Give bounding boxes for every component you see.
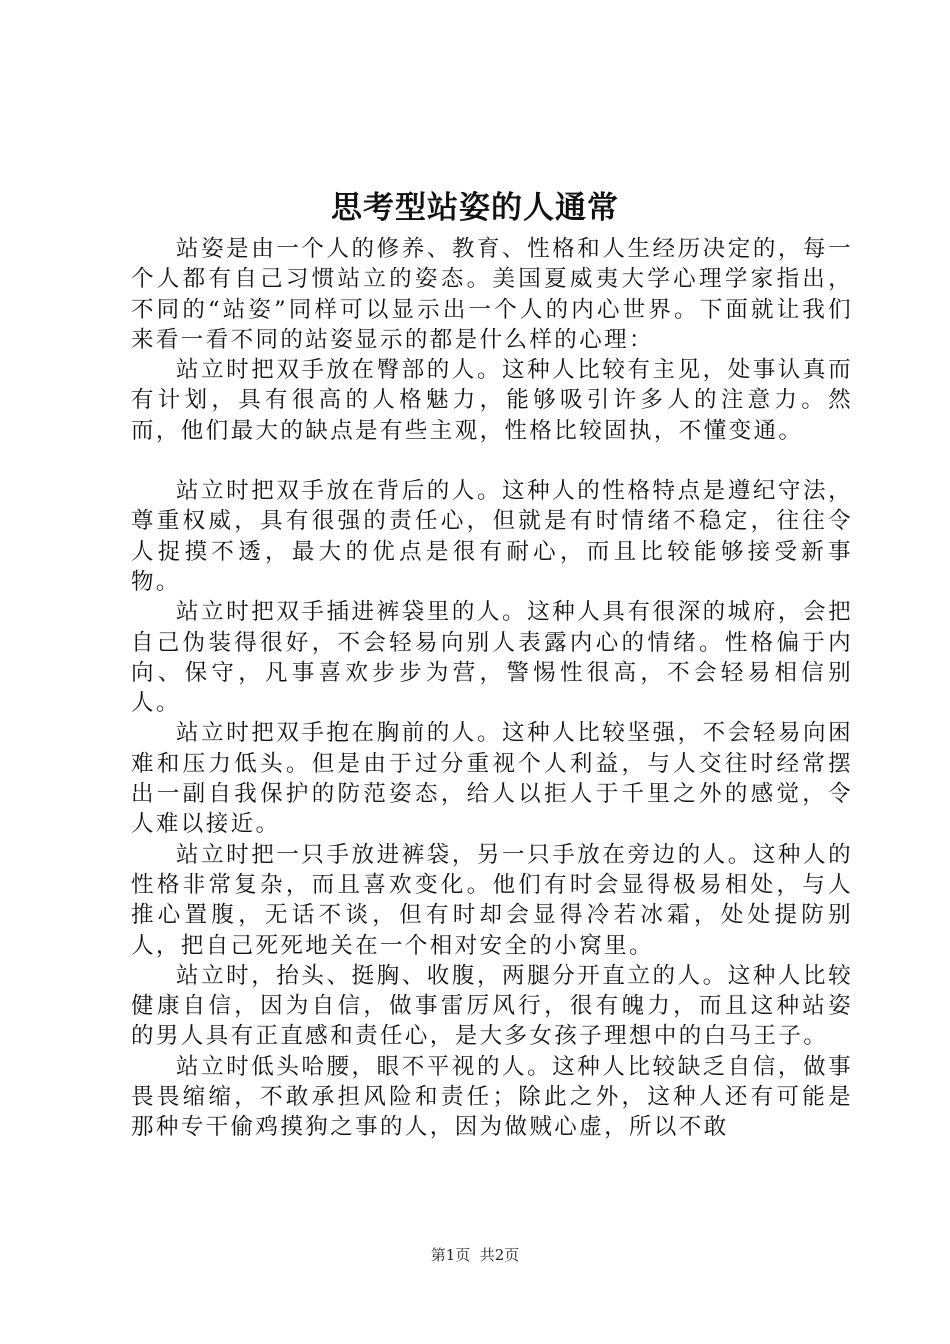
paragraph-intro: 站姿是由一个人的修养、教育、性格和人生经历决定的，每一个人都有自己习惯站立的姿态。美国夏威夷大学心理学家指出，不同的“站姿”同样可以显示出一个人的内心世界。下面就让我们来看一看不同的站姿显示的都是什么样的心理：	[131, 236, 853, 353]
paragraph-upright-stance: 站立时，抬头、挺胸、收腹，两腿分开直立的人。这种人比较健康自信，因为自信，做事雷厉风行，很有魄力，而且这种站姿的男人具有正直感和责任心，是大多女孩子理想中的白马王子。	[131, 962, 853, 1050]
paragraph-hands-on-hips: 站立时把双手放在臀部的人。这种人比较有主见，处事认真而有计划，具有很高的人格魅力，能够吸引许多人的注意力。然而，他们最大的缺点是有些主观，性格比较固执，不懂变通。	[131, 357, 853, 444]
document-title: 思考型站姿的人通常	[331, 190, 619, 226]
paragraph-arms-crossed: 站立时把双手抱在胸前的人。这种人比较坚强，不会轻易向困难和压力低头。但是由于过分重视个人利益，与人交往时经常摆出一副自我保护的防范姿态，给人以拒人于千里之外的感觉，令人难以接近。	[131, 720, 853, 838]
paragraph-hands-in-pockets: 站立时把双手插进裤袋里的人。这种人具有很深的城府，会把自己伪装得很好，不会轻易向别人表露内心的情绪。性格偏于内向、保守，凡事喜欢步步为营，警惕性很高，不会轻易相信别人。	[131, 599, 853, 717]
page-footer	[0, 1244, 950, 1266]
document-body	[131, 234, 853, 1143]
paragraph-hands-behind-back: 站立时把双手放在背后的人。这种人的性格特点是遵纪守法，尊重权威，具有很强的责任心，但就是有时情绪不稳定，往往令人捉摸不透，最大的优点是很有耐心，而且比较能够接受新事物。	[131, 478, 853, 595]
page-number-label: 第1页 共2页	[430, 1246, 520, 1264]
paragraph-head-down: 站立时低头哈腰，眼不平视的人。这种人比较缺乏自信，做事畏畏缩缩，不敢承担风险和责任；除此之外，这种人还有可能是那种专干偷鸡摸狗之事的人，因为做贼心虚，所以不敢	[131, 1053, 853, 1141]
paragraph-one-hand-in-pocket: 站立时把一只手放进裤袋，另一只手放在旁边的人。这种人的性格非常复杂，而且喜欢变化。他们有时会显得极易相处，与人推心置腹，无话不谈，但有时却会显得冷若冰霜，处处提防别人，把自己死死地关在一个相对安全的小窝里。	[131, 841, 853, 959]
